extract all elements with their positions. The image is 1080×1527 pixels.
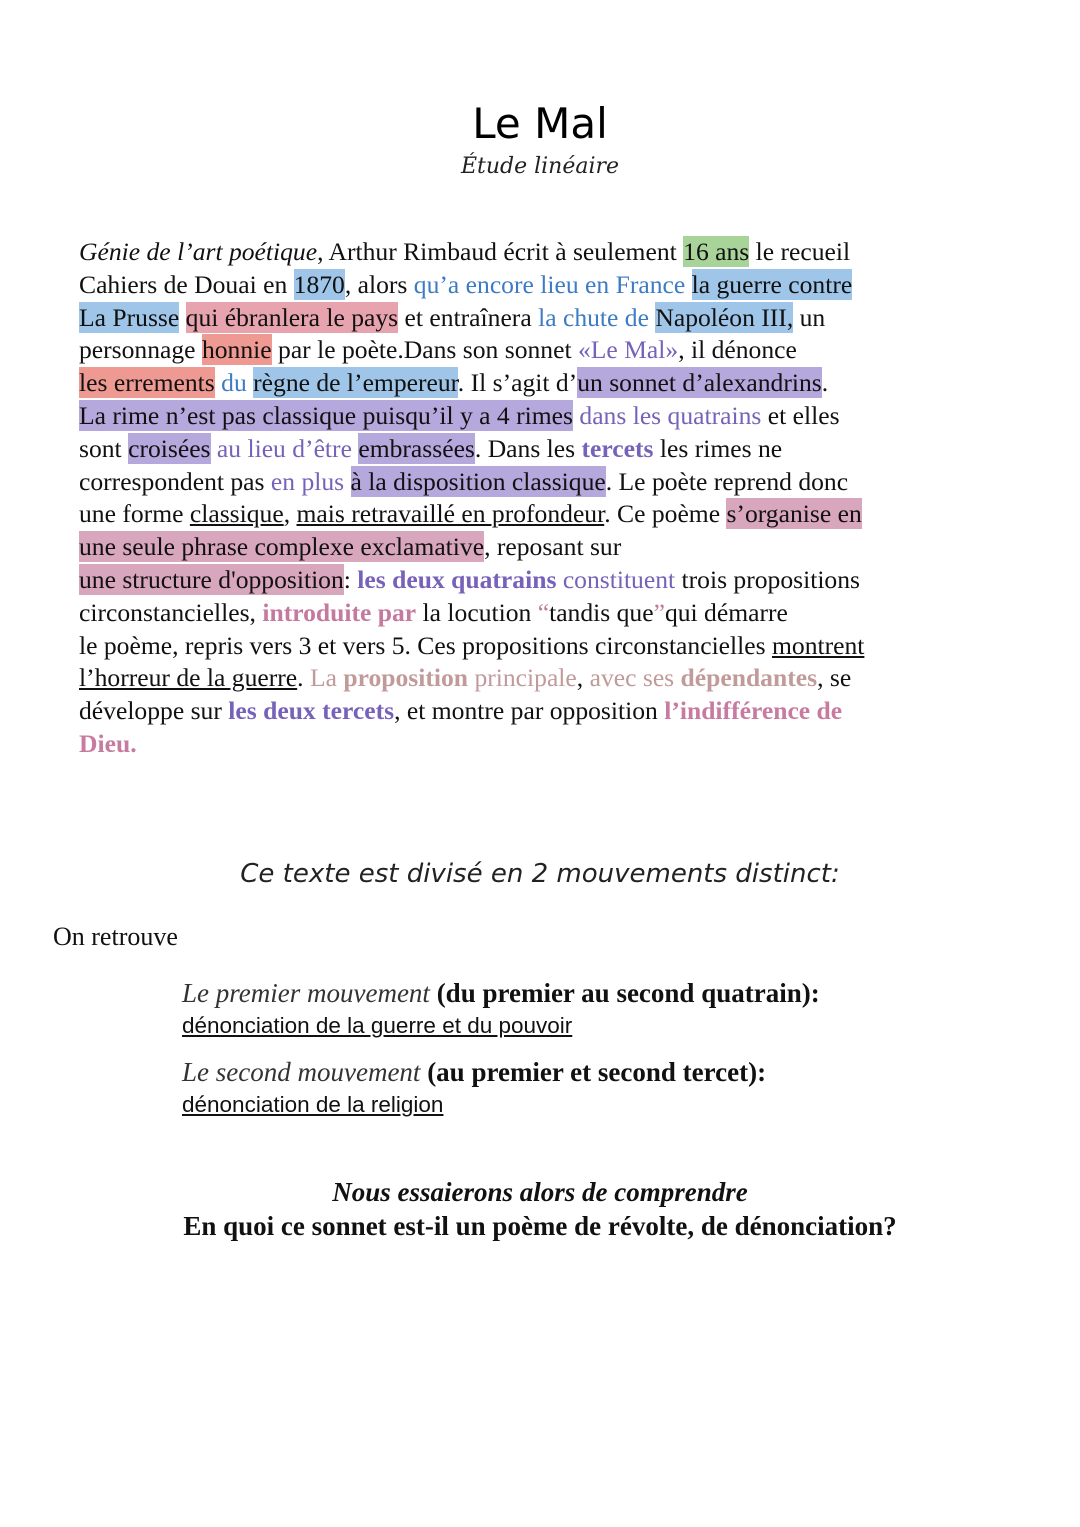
intro-text-segment: du xyxy=(221,368,247,398)
highlighted-phrase: Napoléon III, xyxy=(655,302,794,332)
intro-text-segment: : xyxy=(343,564,358,594)
intro-text-segment xyxy=(179,302,185,333)
highlighted-phrase: les errements xyxy=(79,368,215,398)
intro-text-segment: par le poète.Dans son sonnet xyxy=(271,335,578,365)
intro-text-segment: dépendantes xyxy=(680,663,818,693)
highlighted-phrase: un sonnet d’alexandrins xyxy=(577,368,822,398)
intro-text-segment: . Dans les xyxy=(474,433,582,463)
intro-text-segment: les rimes ne xyxy=(653,433,783,463)
document-title: Le Mal xyxy=(472,99,608,148)
second-movement-title: Le second mouvement xyxy=(182,1057,421,1087)
highlighted-phrase: 16 ans xyxy=(683,237,750,266)
intro-line xyxy=(79,597,1009,630)
intro-text-segment: “ xyxy=(537,597,550,627)
intro-text-segment: classique xyxy=(189,499,284,529)
intro-text-segment: en plus xyxy=(270,466,345,496)
introduction-paragraph xyxy=(79,236,1009,761)
intro-text-segment: l’horreur de la guerre xyxy=(79,663,298,693)
intro-line xyxy=(79,433,1009,466)
intro-text-segment: trois propositions xyxy=(675,564,860,594)
intro-text-segment: une forme xyxy=(79,499,190,529)
intro-line xyxy=(79,564,1009,597)
highlighted-phrase: croisées xyxy=(128,433,211,463)
intro-text-segment: circonstancielles, xyxy=(79,597,263,627)
first-movement xyxy=(182,976,820,1010)
intro-text-segment: «Le Mal» xyxy=(577,335,679,365)
intro-text-segment: . xyxy=(821,368,829,398)
intro-text-segment xyxy=(685,269,691,300)
intro-text-segment: mais retravaillé en profondeur xyxy=(296,499,605,529)
intro-text-segment: principale xyxy=(468,663,577,693)
highlighted-phrase: la guerre contre xyxy=(691,269,853,299)
intro-text-segment: avec ses xyxy=(589,663,681,693)
intro-line xyxy=(79,466,1009,499)
intro-text-segment: Génie de l’art poétique xyxy=(79,237,318,266)
intro-text-segment: au lieu d’être xyxy=(216,433,352,463)
movements-lead-text: On retrouve xyxy=(53,922,178,951)
intro-line xyxy=(79,400,1009,433)
intro-line xyxy=(79,662,1009,695)
intro-text-segment: , et montre par opposition xyxy=(394,696,665,726)
first-movement-title: Le premier mouvement xyxy=(182,978,430,1008)
intro-text-segment: la locution xyxy=(416,597,538,627)
intro-text-segment: ” xyxy=(653,597,665,627)
intro-text-segment: la chute de xyxy=(538,302,649,332)
intro-text-segment: le recueil xyxy=(749,237,851,266)
first-movement-summary: dénonciation de la guerre et du pouvoir xyxy=(182,1013,573,1038)
intro-text-segment: , reposant sur xyxy=(484,532,622,562)
intro-line xyxy=(79,334,1009,367)
problematique-intro: Nous essaierons alors de comprendre xyxy=(332,1177,748,1207)
highlighted-phrase: une seule phrase complexe exclamative xyxy=(79,532,485,562)
intro-text-segment xyxy=(556,564,562,595)
intro-text-segment: , xyxy=(576,663,590,693)
intro-line xyxy=(79,498,1009,531)
intro-text-segment: développe sur xyxy=(79,696,229,726)
document-subtitle: Étude linéaire xyxy=(460,154,620,179)
highlighted-phrase: qui ébranlera le pays xyxy=(185,302,399,332)
second-movement xyxy=(182,1055,766,1089)
second-movement-summary: dénonciation de la religion xyxy=(182,1092,444,1117)
intro-text-segment: qui démarre xyxy=(664,597,788,627)
intro-text-segment: les deux tercets xyxy=(228,696,395,726)
intro-text-segment: montrent xyxy=(771,630,865,660)
highlighted-phrase: à la disposition classique xyxy=(350,466,606,496)
second-movement-range: (au premier et second tercet): xyxy=(427,1057,767,1087)
intro-text-segment: qu’a encore lieu en France xyxy=(413,269,686,299)
intro-line xyxy=(79,367,1009,400)
highlighted-phrase: embrassées xyxy=(358,433,475,463)
intro-text-segment: l’indifférence de xyxy=(664,696,843,726)
intro-text-segment: . Le poète reprend donc xyxy=(605,466,849,496)
highlighted-phrase: une structure d'opposition xyxy=(79,564,344,594)
highlighted-phrase: règne de l’empereur xyxy=(253,368,458,398)
intro-text-segment: , se xyxy=(817,663,852,693)
intro-text-segment: . Il s’agit d’ xyxy=(457,368,578,398)
intro-line xyxy=(79,269,1009,302)
intro-text-segment: constituent xyxy=(562,564,676,594)
intro-line xyxy=(79,695,1009,728)
highlighted-phrase: La rime n’est pas classique puisqu’il y a 4 rimes xyxy=(79,400,573,430)
intro-text-segment xyxy=(344,466,350,497)
intro-line xyxy=(79,728,1009,761)
intro-text-segment xyxy=(211,433,217,464)
intro-text-segment: introduite par xyxy=(262,597,417,627)
highlighted-phrase: s’organise en xyxy=(726,499,862,529)
intro-text-segment: les deux quatrains xyxy=(357,564,557,594)
highlighted-phrase: La Prusse xyxy=(79,302,180,332)
intro-text-segment: et entraînera xyxy=(398,302,539,332)
intro-text-segment: tercets xyxy=(581,433,654,463)
intro-text-segment: , xyxy=(283,499,297,529)
intro-text-segment: , alors xyxy=(344,269,414,299)
intro-text-segment: personnage xyxy=(79,335,202,365)
problematique-question: En quoi ce sonnet est-il un poème de révolte, de dénonciation? xyxy=(183,1211,897,1241)
movements-heading: Ce texte est divisé en 2 mouvements distinct: xyxy=(240,859,840,889)
intro-text-segment: tandis que xyxy=(549,597,654,627)
intro-text-segment: dans les quatrains xyxy=(579,400,762,430)
intro-text-segment: sont xyxy=(79,433,129,463)
intro-line xyxy=(79,630,1009,663)
intro-text-segment: , il dénonce xyxy=(678,335,797,365)
intro-text-segment: correspondent pas xyxy=(79,466,271,496)
intro-text-segment: La xyxy=(309,663,344,693)
intro-text-segment: proposition xyxy=(343,663,469,693)
highlighted-phrase: honnie xyxy=(201,335,272,365)
intro-line xyxy=(79,236,1009,269)
intro-text-segment: Dieu. xyxy=(79,728,137,758)
intro-line xyxy=(79,302,1009,335)
intro-text-segment: et elles xyxy=(761,400,840,430)
intro-text-segment: le poème, repris vers 3 et vers 5. Ces propositions circonstancielles xyxy=(79,630,772,660)
intro-text-segment: . xyxy=(297,663,310,693)
intro-line xyxy=(79,531,1009,564)
intro-text-segment: un xyxy=(793,302,826,332)
highlighted-phrase: 1870 xyxy=(293,269,345,299)
intro-text-segment: . Ce poème xyxy=(604,499,727,529)
intro-text-segment: , Arthur Rimbaud écrit à seulement xyxy=(317,237,684,266)
intro-text-segment: Cahiers de Douai en xyxy=(79,269,294,299)
first-movement-range: (du premier au second quatrain): xyxy=(436,978,820,1008)
